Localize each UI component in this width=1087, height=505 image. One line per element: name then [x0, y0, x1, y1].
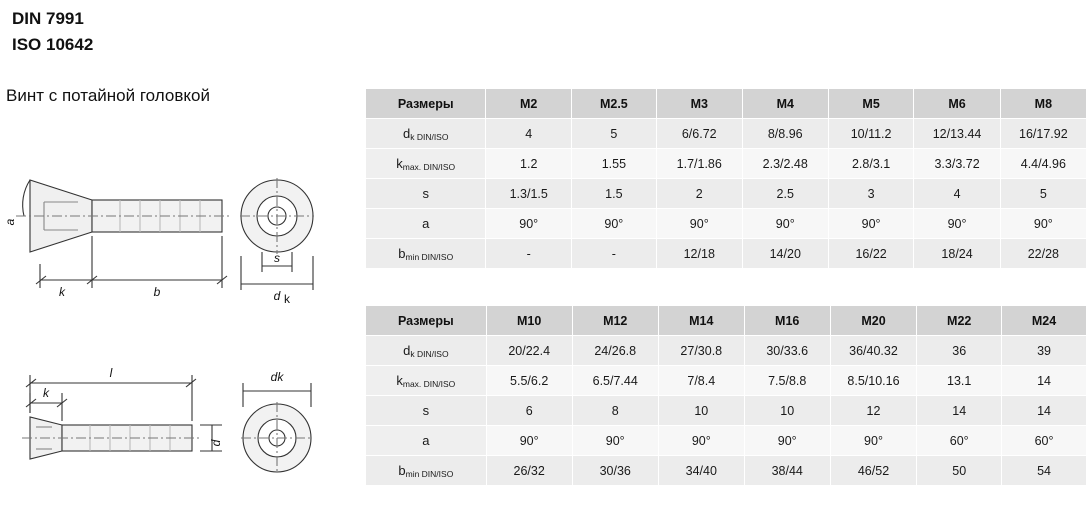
row-header-kmax-2: kmax. DIN/ISO: [366, 366, 487, 396]
cell: 3.3/3.72: [914, 149, 1000, 179]
row-header-a-2: a: [366, 426, 487, 456]
cell: 90°: [914, 209, 1000, 239]
table-row: [366, 149, 1087, 179]
standard-titles: [12, 6, 93, 58]
cell: 20/22.4: [486, 336, 572, 366]
cell: 18/24: [914, 239, 1000, 269]
row-header-s: s: [366, 179, 486, 209]
table-row: [366, 336, 1087, 366]
table-row: [366, 426, 1087, 456]
cell: 14: [1002, 366, 1087, 396]
cell: 60°: [917, 426, 1002, 456]
cell: 90°: [572, 426, 658, 456]
cell: 90°: [571, 209, 656, 239]
cell: 10: [744, 396, 830, 426]
cell: 46/52: [830, 456, 917, 486]
cell: 36: [917, 336, 1002, 366]
cell: 1.3/1.5: [486, 179, 572, 209]
col-header-m24: M24: [1002, 306, 1087, 336]
spec-table-small-sizes: [365, 88, 1087, 269]
cell: 27/30.8: [658, 336, 744, 366]
table-row: [366, 366, 1087, 396]
cell: 12/18: [656, 239, 742, 269]
table-row: [366, 119, 1087, 149]
cell: 39: [1002, 336, 1087, 366]
cell: 10/11.2: [828, 119, 914, 149]
cell: 1.5: [571, 179, 656, 209]
cell: 90°: [744, 426, 830, 456]
cell: 6: [486, 396, 572, 426]
cell: 8: [572, 396, 658, 426]
drawing-side-view-bottom: [0, 355, 330, 505]
cell: 6/6.72: [656, 119, 742, 149]
cell: 12: [830, 396, 917, 426]
cell: 16/22: [828, 239, 914, 269]
col-header-m8: M8: [1000, 89, 1086, 119]
cell: 2.8/3.1: [828, 149, 914, 179]
cell: 90°: [1000, 209, 1086, 239]
cell: 30/36: [572, 456, 658, 486]
drawing-top-svg: [0, 160, 330, 310]
cell: 38/44: [744, 456, 830, 486]
dim-label-l: l: [109, 366, 113, 380]
col-header-m3: M3: [656, 89, 742, 119]
standard-iso: ISO 10642: [12, 35, 94, 54]
dim-label-a: a: [3, 218, 17, 226]
dim-label-d: d: [209, 439, 223, 447]
cell: 1.2: [486, 149, 572, 179]
cell: 14: [1002, 396, 1087, 426]
cell: 1.7/1.86: [656, 149, 742, 179]
table-small: [365, 88, 1087, 269]
col-header-m14: M14: [658, 306, 744, 336]
cell: 90°: [830, 426, 917, 456]
table-large: [365, 305, 1087, 486]
col-header-m2: M2: [486, 89, 572, 119]
cell: -: [571, 239, 656, 269]
cell: 22/28: [1000, 239, 1086, 269]
col-header-razmery-2: Размеры: [366, 306, 487, 336]
cell: 54: [1002, 456, 1087, 486]
cell: 90°: [658, 426, 744, 456]
row-header-dk: dk DIN/ISO: [366, 119, 486, 149]
cell: 8/8.96: [742, 119, 828, 149]
cell: 5: [571, 119, 656, 149]
drawing-side-view-top: [0, 160, 330, 315]
cell: 1.55: [571, 149, 656, 179]
table-header-row: [366, 89, 1087, 119]
table-header-row: [366, 306, 1087, 336]
dim-label-k: k: [59, 285, 65, 299]
cell: 5.5/6.2: [486, 366, 572, 396]
cell: 90°: [742, 209, 828, 239]
cell: 4: [914, 179, 1000, 209]
cell: 36/40.32: [830, 336, 917, 366]
standard-din: DIN 7991: [12, 9, 84, 28]
cell: 12/13.44: [914, 119, 1000, 149]
cell: 14/20: [742, 239, 828, 269]
col-header-razmery: Размеры: [366, 89, 486, 119]
cell: 14: [917, 396, 1002, 426]
cell: 90°: [486, 209, 572, 239]
cell: 60°: [1002, 426, 1087, 456]
table-row: [366, 456, 1087, 486]
dim-label-k2: k: [43, 386, 49, 400]
cell: 4: [486, 119, 572, 149]
row-header-bmin-2: bmin DIN/ISO: [366, 456, 487, 486]
col-header-m6: M6: [914, 89, 1000, 119]
col-header-m4: M4: [742, 89, 828, 119]
row-header-bmin: bmin DIN/ISO: [366, 239, 486, 269]
spec-table-large-sizes: [365, 305, 1087, 486]
row-header-dk-2: dk DIN/ISO: [366, 336, 487, 366]
cell: 5: [1000, 179, 1086, 209]
col-header-m22: M22: [917, 306, 1002, 336]
cell: 2.5: [742, 179, 828, 209]
col-header-m25: M2.5: [571, 89, 656, 119]
dim-label-dk2: dk: [270, 370, 284, 384]
cell: 7.5/8.8: [744, 366, 830, 396]
cell: 2: [656, 179, 742, 209]
cell: 50: [917, 456, 1002, 486]
product-description: Винт с потайной головкой: [6, 86, 210, 105]
table-row: [366, 209, 1087, 239]
cell: 13.1: [917, 366, 1002, 396]
cell: -: [486, 239, 572, 269]
row-header-s-2: s: [366, 396, 487, 426]
drawing-bottom-svg: [0, 355, 330, 500]
cell: 16/17.92: [1000, 119, 1086, 149]
col-header-m16: M16: [744, 306, 830, 336]
cell: 10: [658, 396, 744, 426]
table-row: [366, 239, 1087, 269]
table-row: [366, 396, 1087, 426]
cell: 8.5/10.16: [830, 366, 917, 396]
row-header-kmax: kmax. DIN/ISO: [366, 149, 486, 179]
cell: 6.5/7.44: [572, 366, 658, 396]
col-header-m20: M20: [830, 306, 917, 336]
col-header-m10: M10: [486, 306, 572, 336]
cell: 34/40: [658, 456, 744, 486]
cell: 7/8.4: [658, 366, 744, 396]
cell: 26/32: [486, 456, 572, 486]
dim-label-s: s: [274, 251, 280, 265]
cell: 90°: [656, 209, 742, 239]
cell: 30/33.6: [744, 336, 830, 366]
cell: 90°: [486, 426, 572, 456]
dim-label-dk-sub: k: [284, 292, 290, 306]
row-header-a: a: [366, 209, 486, 239]
cell: 90°: [828, 209, 914, 239]
dim-label-dk: d: [273, 289, 281, 303]
table-row: [366, 179, 1087, 209]
cell: 24/26.8: [572, 336, 658, 366]
dim-label-b: b: [153, 285, 161, 299]
col-header-m12: M12: [572, 306, 658, 336]
col-header-m5: M5: [828, 89, 914, 119]
cell: 3: [828, 179, 914, 209]
cell: 2.3/2.48: [742, 149, 828, 179]
cell: 4.4/4.96: [1000, 149, 1086, 179]
